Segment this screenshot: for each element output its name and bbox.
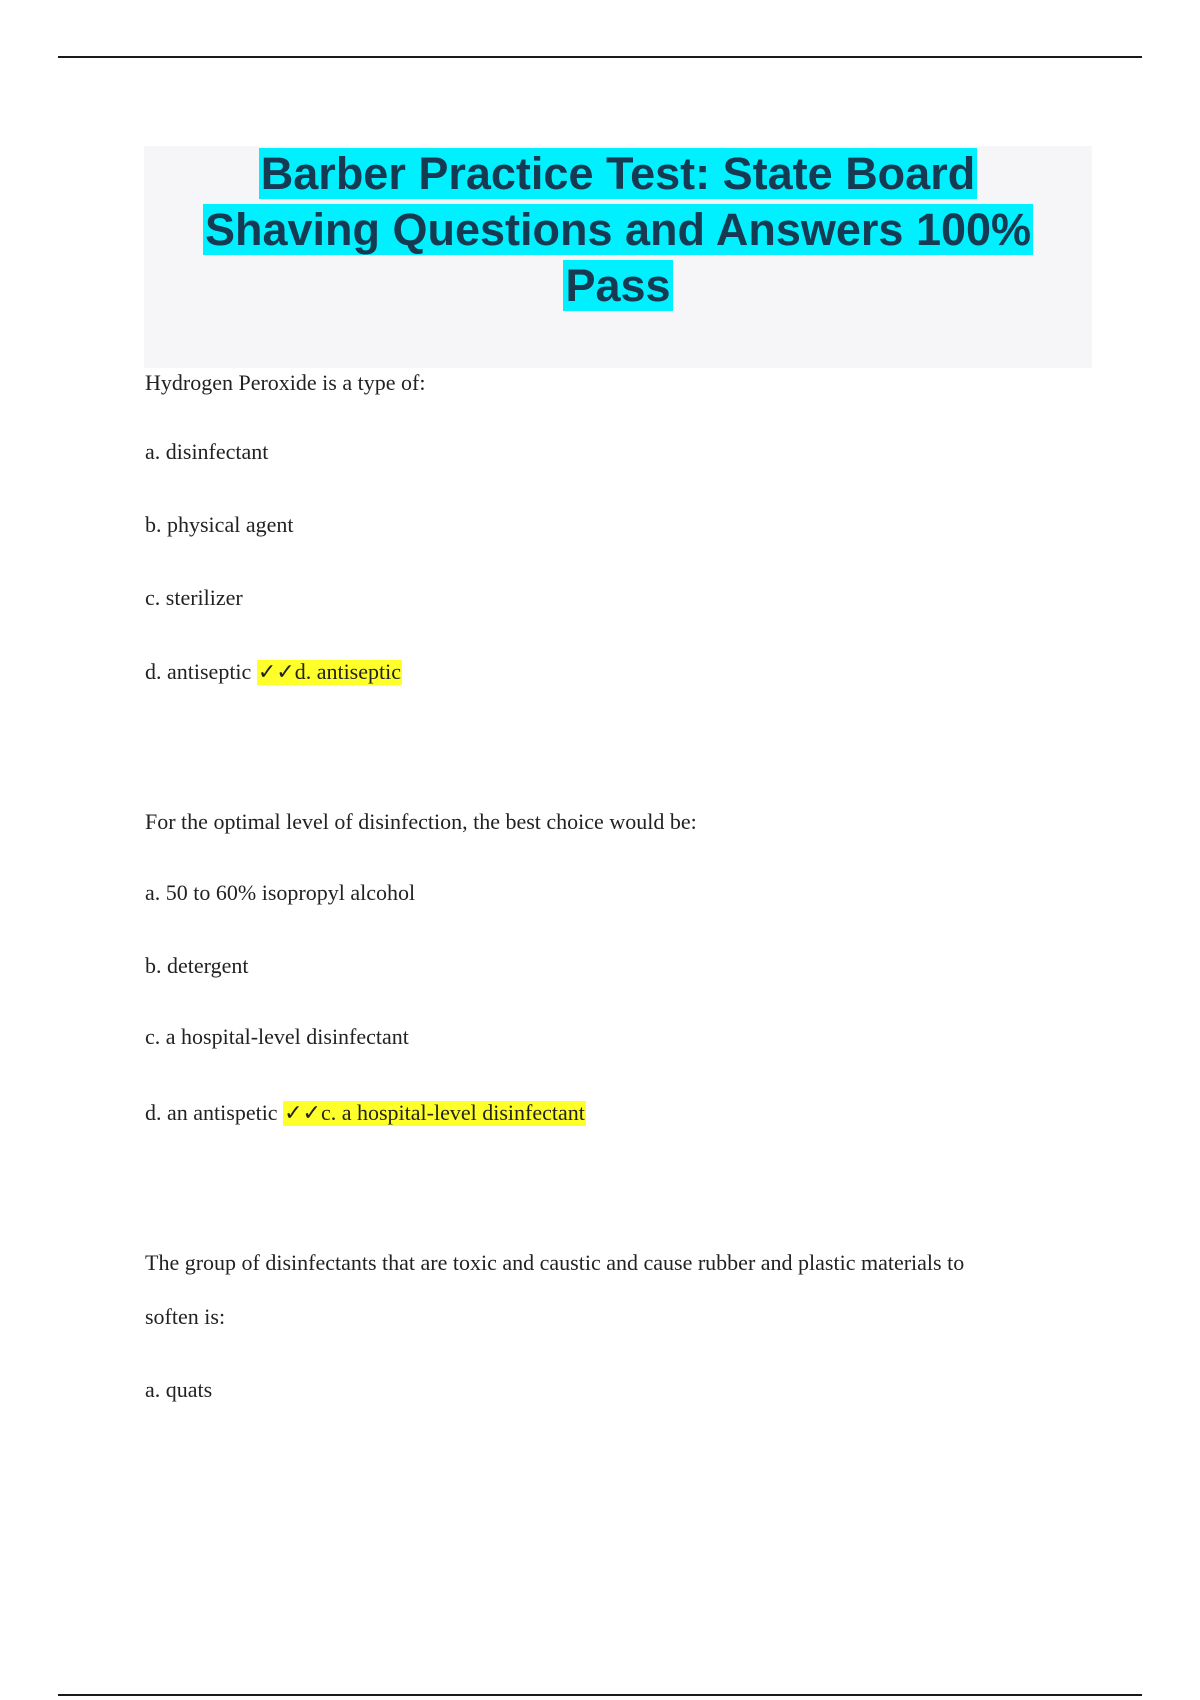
question-1-answer-text: d. antiseptic <box>294 659 401 684</box>
question-2-option-b: b. detergent <box>145 953 249 978</box>
double-checkmark-icon: ✓✓ <box>257 660 295 685</box>
question-2-option-a: a. 50 to 60% isopropyl alcohol <box>145 880 416 905</box>
question-1-option-d: d. antiseptic <box>145 659 252 684</box>
footer-rule <box>58 1694 1142 1696</box>
document-title <box>144 146 1092 314</box>
title-line-2: Shaving Questions and Answers 100% <box>204 204 1032 255</box>
question-2-option-d-row <box>145 1099 586 1128</box>
question-2-option-c: c. a hospital-level disinfectant <box>145 1024 409 1049</box>
question-3-option-a: a. quats <box>145 1377 213 1402</box>
header-rule <box>58 56 1142 58</box>
question-1-option-a: a. disinfectant <box>145 439 269 464</box>
question-3-prompt-line-2: soften is: <box>145 1304 226 1329</box>
question-2-prompt: For the optimal level of disinfection, the best choice would be: <box>145 809 697 834</box>
title-line-3: Pass <box>565 260 671 311</box>
question-1-option-c: c. sterilizer <box>145 585 243 610</box>
question-1-prompt: Hydrogen Peroxide is a type of: <box>145 370 426 395</box>
question-3-prompt-line-1: The group of disinfectants that are toxic and caustic and cause rubber and plastic materials to <box>145 1250 965 1275</box>
double-checkmark-icon: ✓✓ <box>284 1101 321 1126</box>
question-2-answer-text: c. a hospital-level disinfectant <box>320 1100 585 1125</box>
question-1-option-d-row <box>145 658 402 687</box>
question-1-answer <box>257 660 402 685</box>
title-line-1: Barber Practice Test: State Board <box>260 148 976 199</box>
question-2-option-d: d. an antispetic <box>145 1100 278 1125</box>
question-2-answer <box>283 1101 586 1126</box>
question-1-option-b: b. physical agent <box>145 512 294 537</box>
